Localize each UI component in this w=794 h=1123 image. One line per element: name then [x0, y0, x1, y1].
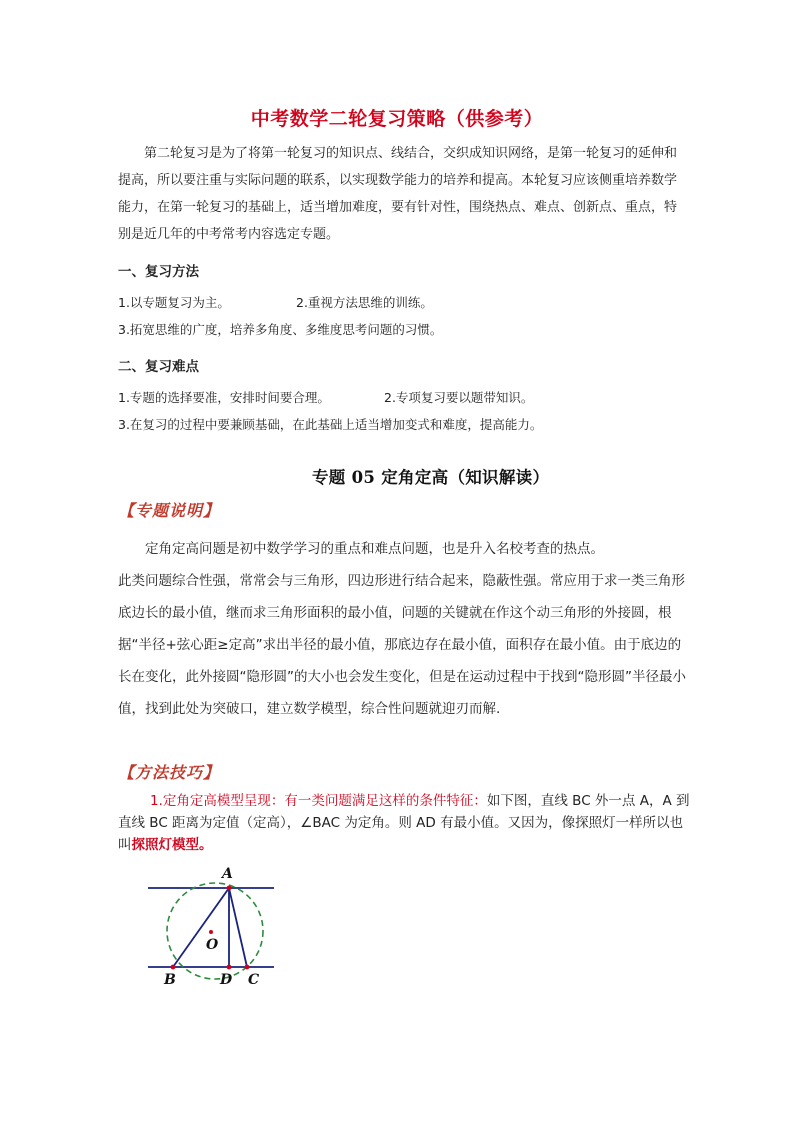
point-d [227, 965, 232, 970]
point-b [171, 965, 176, 970]
topic-title: 专题 05 定角定高（知识解读） [312, 468, 550, 487]
section1-item1: 1.以专题复习为主。 [118, 295, 230, 310]
label-o: O [206, 937, 219, 953]
label-b: B [164, 972, 176, 988]
label-a: A [222, 866, 233, 882]
intro-paragraph: 第二轮复习是为了将第一轮复习的知识点、线结合，交织成知识网络，是第一轮复习的延伸和提高，所以要注重与实际问题的联系，以实现数学能力的培养和提高。本轮复习应该侧重培养数学能力，在第一轮复习的基础上，适当增加难度，要有针对性，围绕热点、难点、创新点、重点，特别是近几年的中考常考内容选定专题。 [118, 146, 678, 242]
method-lead: 1.定角定高模型呈现：有一类问题满足这样的条件特征： [150, 793, 487, 809]
point-a [227, 886, 232, 891]
section1-item3: 3.拓宽思维的广度，培养多角度、多维度思考问题的习惯。 [118, 322, 443, 337]
hidden-circle [167, 883, 263, 979]
method-text: 如下图，直线 BC 外一点 A，A 到直线 BC 距离为定值（定高），∠BAC 为定角。则 AD 有最小值。又因为，像探照灯一样所以也叫 [118, 793, 690, 853]
explain-paragraph-1: 定角定高问题是初中数学学习的重点和难点问题，也是升入名校考查的热点。 [145, 541, 604, 557]
method-paragraph [118, 790, 693, 856]
method-tag: 【方法技巧】 [118, 763, 221, 782]
method-highlight: 探照灯模型。 [131, 837, 213, 853]
page-title: 中考数学二轮复习策略（供参考） [250, 108, 544, 130]
segment-ab [173, 888, 229, 967]
spotlight-model-figure [140, 862, 290, 990]
point-o [209, 930, 213, 934]
explain-paragraph-2: 此类问题综合性强，常常会与三角形，四边形进行结合起来，隐蔽性强。常应用于求一类三角形底边长的最小值，继而求三角形面积的最小值，问题的关键就在作这个动三角形的外接圆，根据“半径+弦心距≥定高”求出半径的最小值，那底边存在最小值，面积存在最小值。由于底边的长在变化，此外接圆“隐形圆”的大小也会发生变化，但是在运动过程中于找到“隐形圆”半径最小值，找到此处为突破口，建立数学模型，综合性问题就迎刃而解. [118, 573, 686, 717]
section2-heading: 二、复习难点 [118, 359, 199, 375]
section1-heading: 一、复习方法 [118, 264, 199, 280]
section2-item1: 1.专题的选择要准，安排时间要合理。 [118, 390, 330, 405]
point-c [245, 965, 250, 970]
explain-tag: 【专题说明】 [118, 501, 221, 520]
section2-item2: 2.专项复习要以题带知识。 [384, 390, 534, 405]
label-d: D [220, 972, 233, 988]
section1-item2: 2.重视方法思维的训练。 [296, 295, 433, 310]
segment-ac [229, 888, 247, 967]
explain-body [118, 533, 686, 725]
label-c: C [248, 972, 260, 988]
section2-item3: 3.在复习的过程中要兼顾基础，在此基础上适当增加变式和难度，提高能力。 [118, 417, 543, 432]
